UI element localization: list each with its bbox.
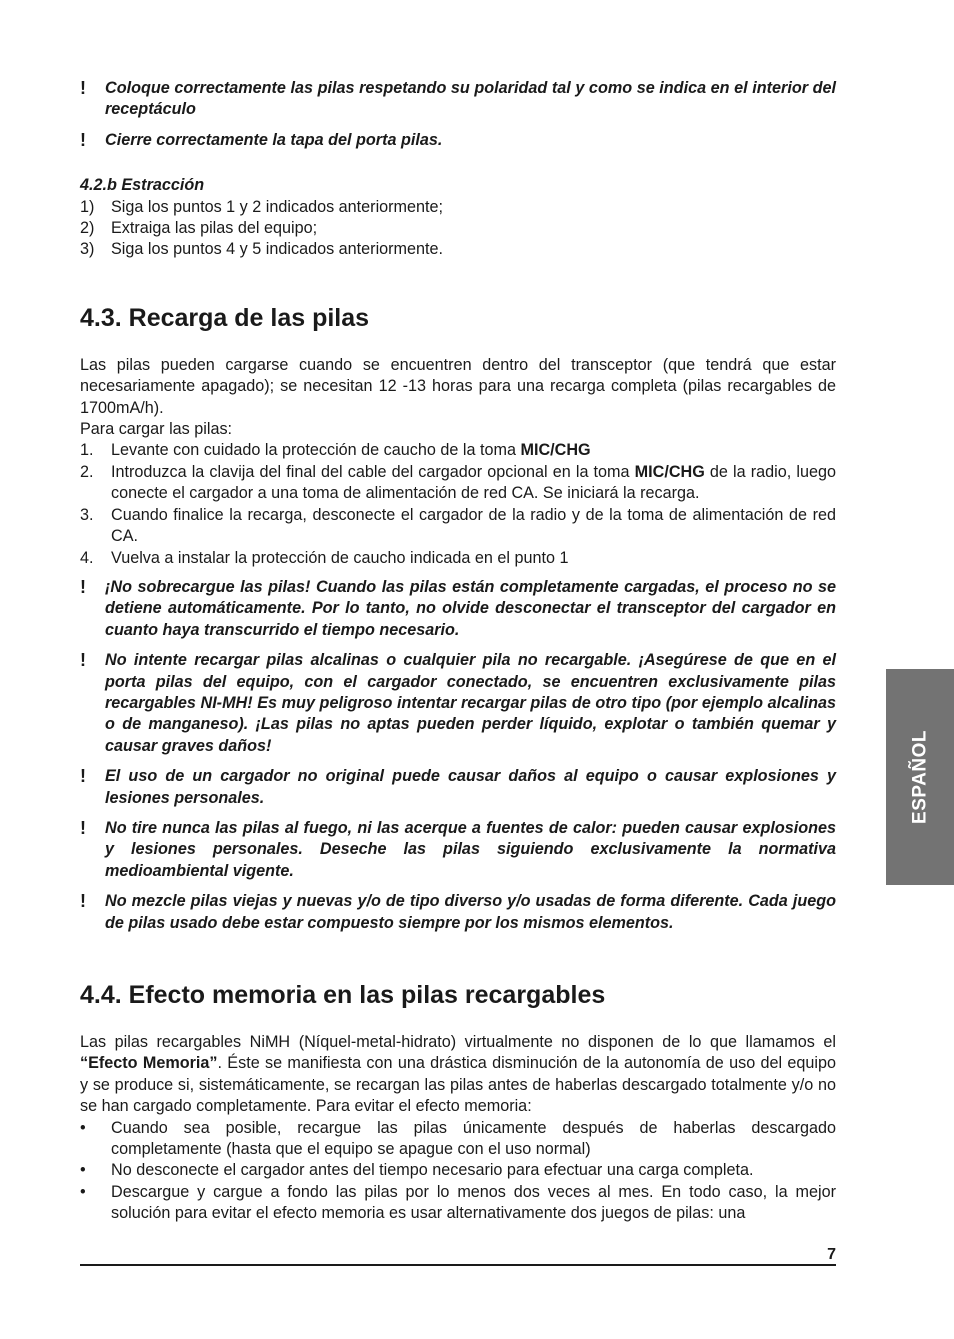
warning-text: El uso de un cargador no original puede causar daños al equipo o causar explosiones y lesiones personales. [105, 767, 836, 807]
warning-text: Coloque correctamente las pilas respetando su polaridad tal y como se indica en el interior del receptáculo [105, 79, 836, 119]
bullet-text: Cuando sea posible, recargue las pilas únicamente después de haberlas descargado completamente (hasta que el equipo se apague con el uso normal) [111, 1118, 836, 1159]
step-text: Siga los puntos 4 y 5 indicados anteriormente. [111, 240, 444, 259]
bullet-mark: • [80, 1118, 86, 1137]
step-number: 4. [80, 548, 94, 567]
warning-item [80, 577, 836, 641]
warning-mark: ! [80, 650, 86, 671]
section-heading-recharge: 4.3. Recarga de las pilas [80, 303, 370, 332]
memory-bullet [80, 1118, 836, 1161]
warning-item [80, 818, 836, 882]
memory-intro: Las pilas recargables NiMH (Níquel-metal-hidrato) virtualmente no disponen de lo que llamamos el “Efecto Memoria”. Éste se manifiesta con una drástica disminución de la autonomía de uso del equipo y se produce si, sistemáticamente, se recargan las pilas antes de haberlas descargado totalmente y/o no se han cargado completamente. Para evitar el efecto memoria: [80, 1033, 836, 1116]
language-tab [886, 669, 954, 885]
bullet-mark: • [80, 1161, 86, 1180]
step-number: 3) [80, 240, 95, 259]
warning-mark: ! [80, 891, 86, 912]
page-number: 7 [827, 1246, 836, 1263]
step-number: 2) [80, 219, 95, 238]
warning-item [80, 891, 836, 934]
warning-item [80, 130, 836, 151]
warning-mark: ! [80, 129, 86, 150]
section-heading-memory: 4.4. Efecto memoria en las pilas recargables [80, 981, 606, 1009]
warning-item [80, 650, 836, 757]
step-text: Vuelva a instalar la protección de caucho indicada en el punto 1 [111, 548, 569, 567]
step-text: Cuando finalice la recarga, desconecte el cargador de la radio y de la toma de alimentación de red CA. [111, 505, 836, 546]
step-text: Introduzca la clavija del final del cable del cargador opcional en la toma MIC/CHG de la radio, luego conecte el cargador a una toma de alimentación de red CA. Se iniciará la recarga. [111, 462, 836, 503]
warning-text: No intente recargar pilas alcalinas o cualquier pila no recargable. ¡Asegúrese de que en el porta pilas del equipo, con el cargador conectado, se encuentren exclusivamente pilas recargables NI-MH! Es muy peligroso intentar recargar pilas de otro tipo (por ejemplo alcalinas o de manganeso). ¡Las pilas no aptas pueden perder líquido, explotar o también quemar y causar graves daños! [105, 651, 836, 755]
step-number: 1) [80, 197, 95, 216]
warning-mark: ! [80, 766, 86, 787]
extraction-step [80, 218, 836, 239]
recharge-step [80, 440, 836, 461]
bullet-text: No desconecte el cargador antes del tiempo necesario para efectuar una carga completa. [111, 1161, 754, 1180]
memory-effect-term: “Efecto Memoria” [80, 1054, 218, 1073]
recharge-step [80, 548, 836, 569]
page-content [80, 78, 836, 1225]
connector-name: MIC/CHG [634, 462, 705, 481]
warning-text: ¡No sobrecargue las pilas! Cuando las pilas están completamente cargadas, el proceso no se detiene automáticamente. Por lo tanto, no olvide desconectar el transceptor del cargador en cuanto haya transcurrido el tiempo necesario. [105, 577, 836, 639]
footer-rule [80, 1264, 836, 1266]
language-tab-label: ESPAÑOL [909, 730, 931, 824]
recharge-step [80, 462, 836, 505]
recharge-intro: Las pilas pueden cargarse cuando se encuentren dentro del transceptor (que tendrá que estar necesariamente apagado); se necesitan 12 -13 horas para una recarga completa (pilas recargables de 1700mA/h). [80, 355, 836, 417]
step-number: 2. [80, 462, 94, 481]
warning-mark: ! [80, 817, 86, 838]
step-number: 1. [80, 441, 94, 460]
warning-text: No tire nunca las pilas al fuego, ni las acerque a fuentes de calor: pueden causar explosiones y lesiones personales. Deseche las pilas siguiendo exclusivamente la normativa medioambiental vigente. [105, 818, 836, 880]
step-number: 3. [80, 505, 94, 524]
recharge-step [80, 505, 836, 548]
warning-mark: ! [80, 78, 86, 98]
extraction-step [80, 197, 836, 218]
warning-mark: ! [80, 576, 86, 597]
step-text: Levante con cuidado la protección de caucho de la toma MIC/CHG [111, 441, 591, 460]
memory-bullet [80, 1160, 836, 1181]
step-text: Siga los puntos 1 y 2 indicados anteriormente; [111, 197, 444, 216]
warning-item [80, 766, 836, 809]
extraction-heading: 4.2.b Estracción [80, 176, 205, 195]
warning-text: Cierre correctamente la tapa del porta pilas. [105, 130, 443, 149]
bullet-text: Descargue y cargue a fondo las pilas por lo menos dos veces al mes. En todo caso, la mejor solución para evitar el efecto memoria es usar alternativamente dos juegos de pilas: una [111, 1182, 836, 1223]
memory-bullet [80, 1182, 836, 1225]
recharge-lead: Para cargar las pilas: [80, 420, 233, 439]
extraction-step [80, 239, 836, 260]
warning-item [80, 78, 836, 121]
bullet-mark: • [80, 1182, 86, 1201]
warning-text: No mezcle pilas viejas y nuevas y/o de tipo diverso y/o usadas de forma diferente. Cada juego de pilas usado debe estar compuesto siempre por los mismos elementos. [105, 892, 836, 932]
step-text: Extraiga las pilas del equipo; [111, 219, 318, 238]
connector-name: MIC/CHG [520, 441, 591, 460]
